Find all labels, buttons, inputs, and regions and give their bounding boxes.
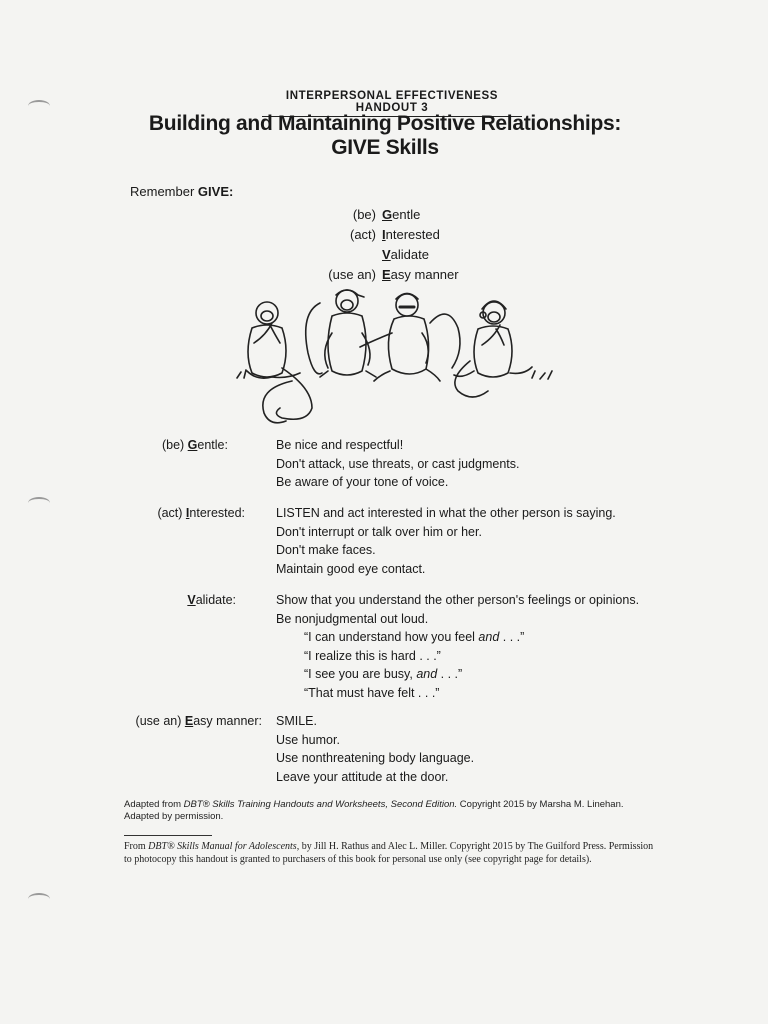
credit-text: Adapted from [124,799,184,810]
section-line: Don't attack, use threats, or cast judgments. [276,456,520,471]
give-prefix: (use an) [328,267,376,282]
handout-label: INTERPERSONAL EFFECTIVENESS HANDOUT 3 [262,90,522,117]
section-line: Use nonthreatening body language. [276,751,475,765]
monkey-figure [360,294,460,382]
section-label-initial: V [187,593,196,607]
monkey-figure [454,301,532,397]
give-item [300,225,459,245]
give-word-rest: nterested [385,227,440,242]
section-label-prefix: (be) [161,438,188,452]
give-prefix: (act) [350,227,376,242]
section-lines [276,504,656,578]
give-item [300,265,459,285]
quote-end: . . .” [499,630,525,644]
section-line: Leave your attitude at the door. [276,769,449,784]
validation-quote [276,628,656,647]
section-lines [276,436,656,492]
quote-end: . . .” [437,667,463,681]
title-line-1: Building and Maintaining Positive Relationships: [148,112,622,135]
remember-word: GIVE: [197,184,234,199]
section-line: Show that you understand the other person's feelings or opinions. [276,593,640,607]
section-label-initial: E [184,714,194,728]
punch-hole-mark [28,100,50,112]
give-initial: V [382,247,391,262]
quote-text: “I see you are busy, [304,667,417,681]
section-label-rest: nterested: [189,506,245,520]
section-line: Use humor. [276,732,340,747]
quote-text: “That must have felt . . .” [304,685,440,700]
adaptation-credit [124,799,644,823]
validation-quote [276,665,656,684]
give-word-rest: asy manner [390,267,459,282]
give-initial: I [382,227,386,242]
section-line: Maintain good eye contact. [276,561,426,576]
give-word-rest: entle [392,207,421,222]
remember-line [130,184,233,199]
section-label-rest: asy manner: [193,714,262,728]
section-label [0,504,245,523]
give-initial: E [382,267,391,282]
footer-book-title: DBT® Skills Manual for Adolescents, [148,841,300,852]
validation-quote [276,647,656,666]
section-line: SMILE. [276,714,317,728]
give-acronym-list [300,205,459,285]
monkey-figure [306,290,376,377]
monkeys-illustration [232,283,562,428]
give-item [300,245,459,265]
punch-hole-mark [28,893,50,905]
title-line-2: GIVE Skills [331,136,439,159]
section-line: Don't interrupt or talk over him or her. [276,524,482,539]
section-label [0,591,236,610]
section-label-prefix: (use an) [135,714,185,728]
page-title [120,112,650,160]
footer-text: by Jill H. Rathus and Alec L. Miller. Copyright 2015 by The Guilford Press. Permission to photocopy this handout is granted to purchasers of this book for personal use only (see copyright page for details). [124,841,654,865]
give-prefix: (be) [352,207,376,222]
credit-book-title: DBT® Skills Training Handouts and Worksheets, Second Edition. [183,799,458,810]
quote-text: “I realize this is hard . . .” [304,648,441,663]
credit-text: Copyright 2015 by Marsha M. Linehan. Adapted by permission. [124,799,624,822]
section-line: Be aware of your tone of voice. [276,475,449,489]
quote-emphasis: and [416,667,438,681]
footnote-divider [124,835,212,836]
section-label-initial: G [187,438,198,452]
copyright-footer [124,840,654,866]
section-line: Be nice and respectful! [276,438,404,452]
section-line: Don't make faces. [276,543,376,557]
section-label [0,436,228,455]
remember-prefix: Remember [130,184,198,199]
give-initial: G [382,207,393,222]
section-label-prefix: (act) [157,506,186,520]
give-word-rest: alidate [390,247,429,262]
section-label [0,712,262,731]
section-label-initial: I [185,506,190,520]
quote-text: “I can understand how you feel [304,630,479,644]
section-line: LISTEN and act interested in what the other person is saying. [276,506,616,520]
give-item [300,205,459,225]
quote-emphasis: and [478,630,500,644]
validation-quote [276,684,656,703]
give-prefix [300,245,382,265]
section-lines [276,591,656,702]
footer-text: From [124,841,149,852]
monkey-figure [247,302,312,419]
section-lines [276,712,656,786]
section-label-rest: entle: [197,438,228,452]
section-label-rest: alidate: [195,593,236,607]
section-line: Be nonjudgmental out loud. [276,611,429,626]
